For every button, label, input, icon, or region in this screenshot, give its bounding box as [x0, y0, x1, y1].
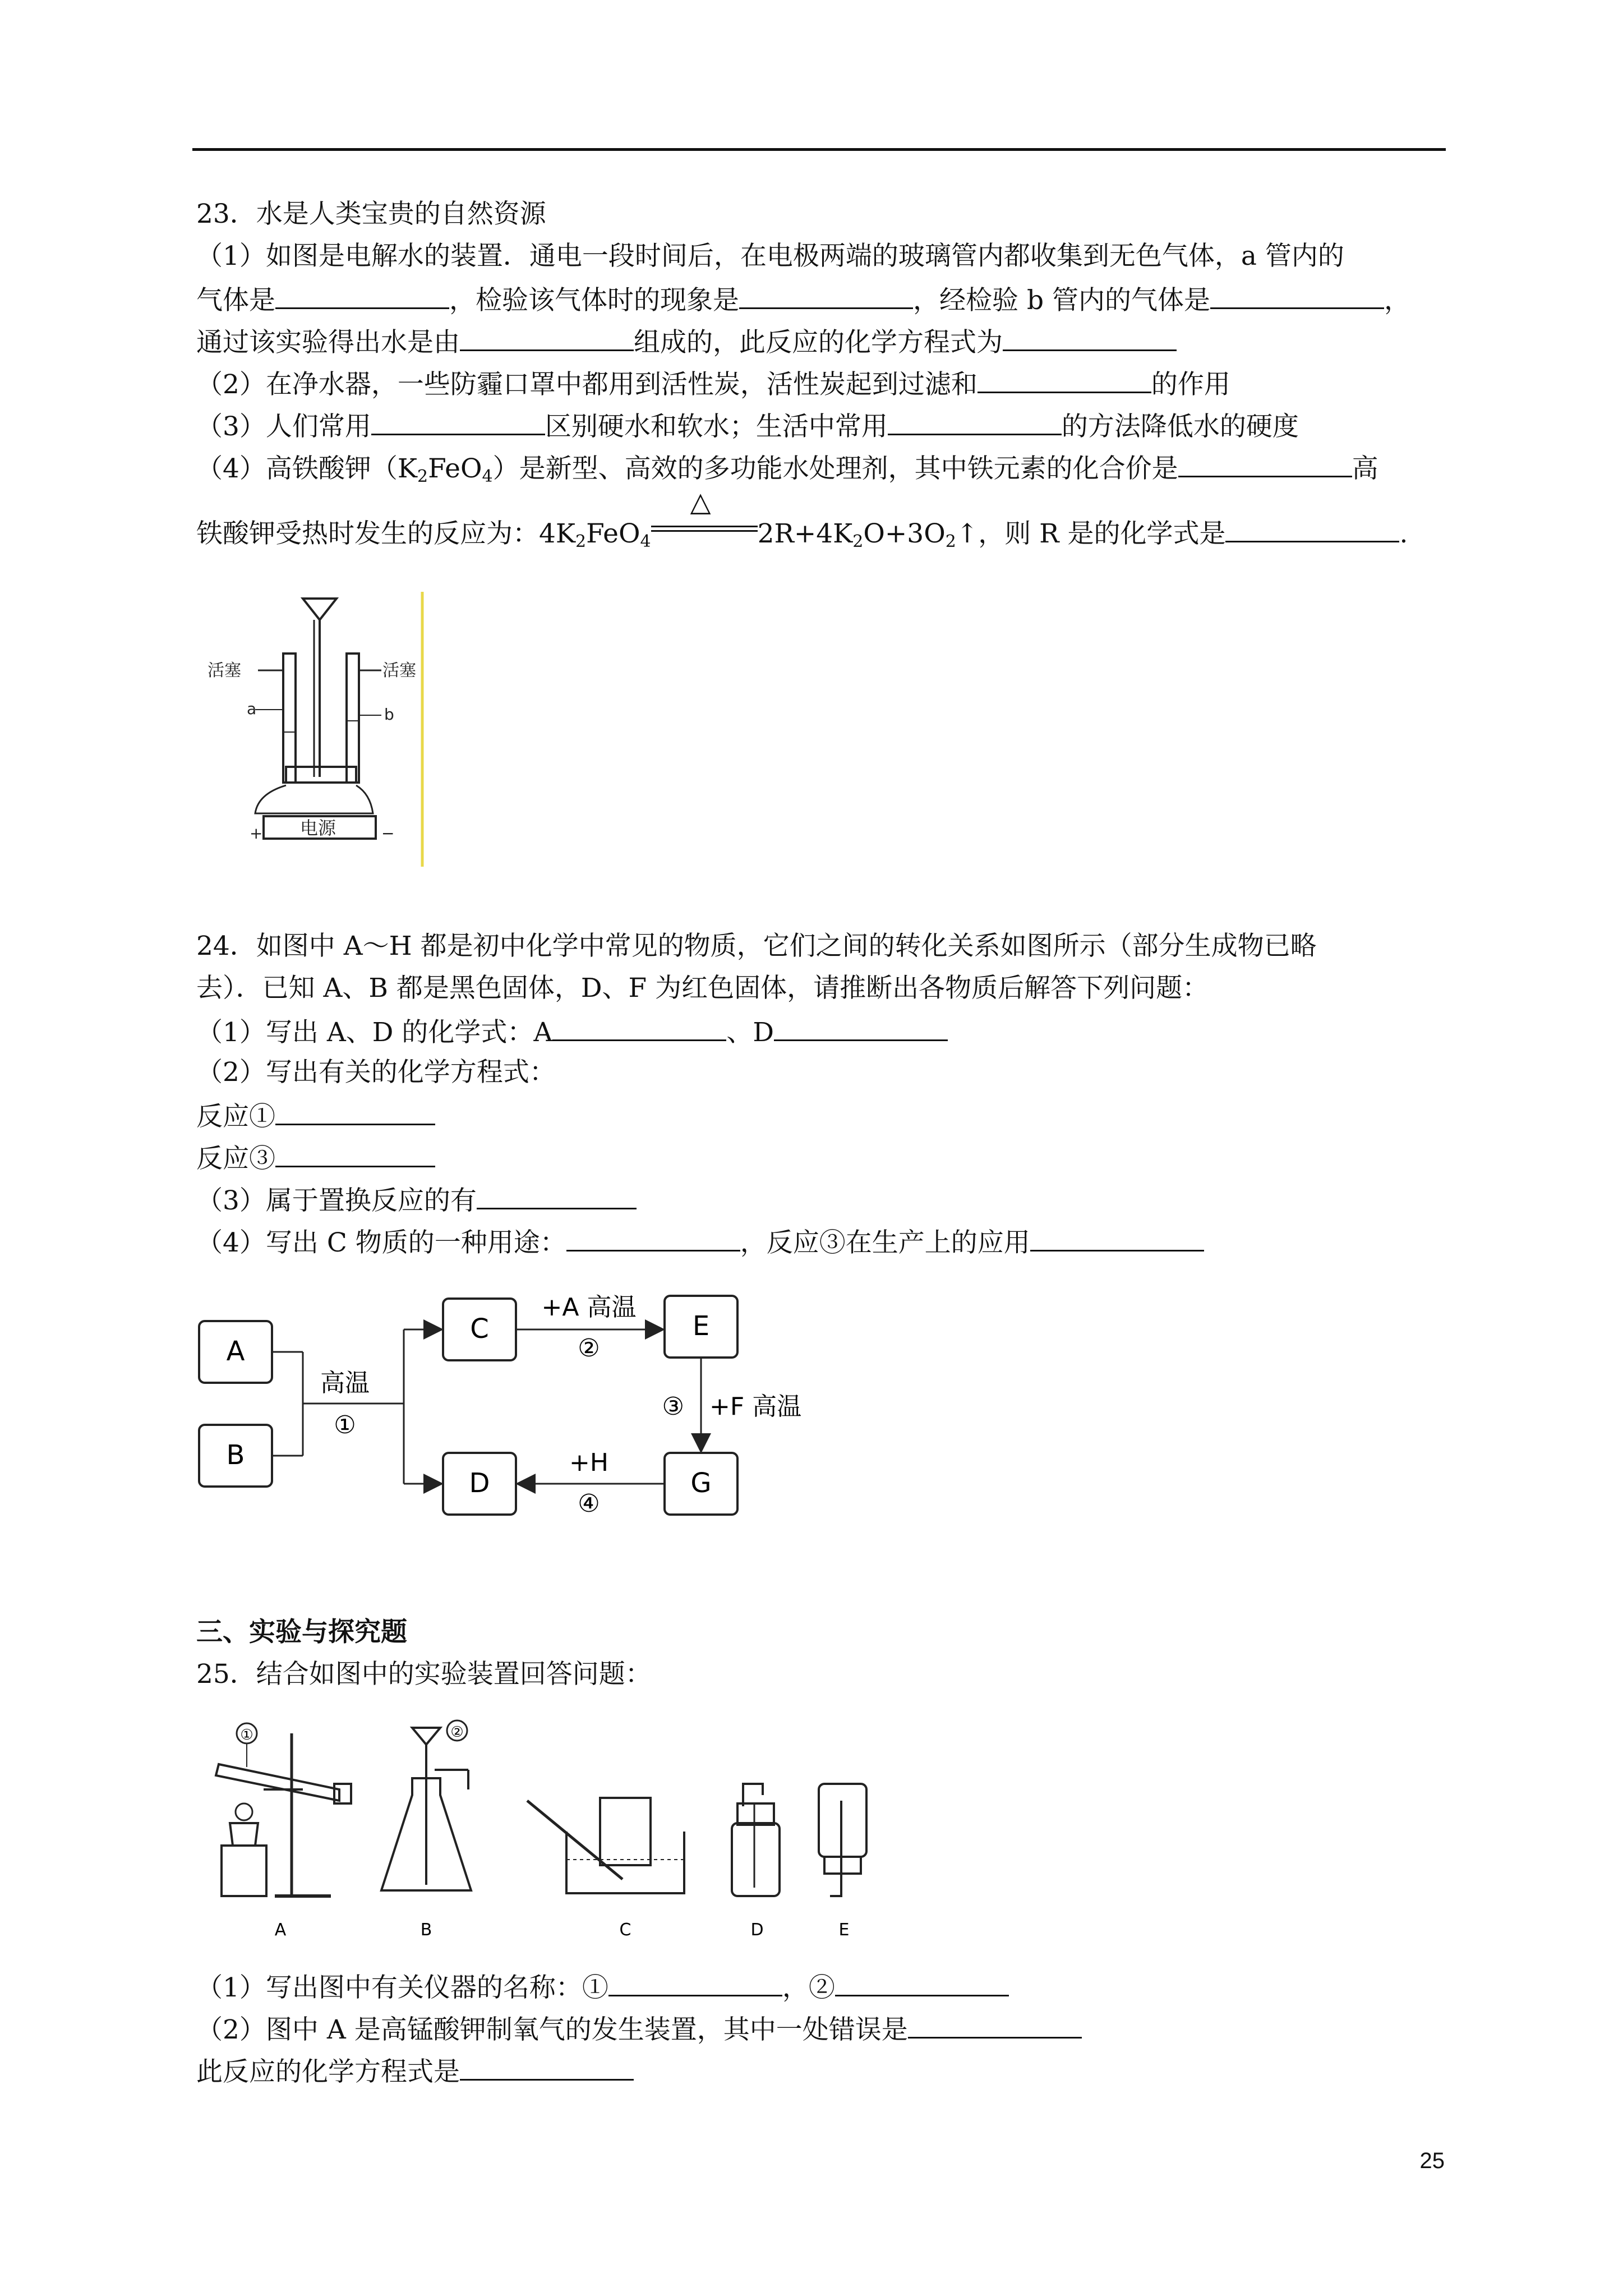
answer-blank[interactable] [1210, 282, 1384, 309]
apparatus-a [216, 1723, 351, 1940]
label-c: C [619, 1920, 631, 1940]
section-heading: 三、实验与探究题 [196, 1617, 407, 1648]
answer-blank[interactable] [460, 324, 634, 351]
answer-blank[interactable] [275, 282, 449, 309]
q23-part1-line2: 气体是 ，检验该气体时的现象是 ，经检验 b 管内的气体是 ， [196, 282, 1410, 318]
answer-blank[interactable] [1225, 515, 1399, 542]
q23-part1-line3: 通过该实验得出水是由 组成的，此反应的化学方程式为 [196, 324, 1177, 360]
answer-blank[interactable] [1003, 324, 1177, 351]
node-e-label: E [692, 1310, 710, 1342]
q24-stem-line1: 24．如图中 A～H 都是初中化学中常见的物质，它们之间的转化关系如图所示（部分生成物已略 [196, 931, 1317, 961]
marker-1: ① [240, 1727, 253, 1743]
label-d: D [750, 1920, 764, 1940]
apparatus-e [819, 1784, 866, 1940]
stopcock-label: 活塞 [208, 661, 241, 680]
q25-part2: （2）图中 A 是高锰酸钾制氧气的发生装置，其中一处错误是 [196, 2011, 1082, 2047]
node-a-label: A [226, 1336, 245, 1367]
electrolysis-apparatus-figure [202, 592, 437, 872]
answer-blank[interactable] [774, 1014, 948, 1041]
q23-part2: （2）在净水器，一些防霾口罩中都用到活性炭，活性炭起到过滤和 的作用 [196, 366, 1230, 402]
condition-high-temp: 高温 [320, 1369, 370, 1397]
answer-blank[interactable] [608, 1969, 782, 1996]
apparatus-d [732, 1784, 780, 1940]
q23-reaction-line: 铁酸钾受热时发生的反应为：$4K_2FeO_4$ △ $2R+4K_2O+3O_2↑$，则 R 是的化学式是 . [196, 486, 1408, 551]
q25-title: 25．结合如图中的实验装置回答问题： [196, 1659, 652, 1690]
negative-terminal-label: − [381, 824, 395, 843]
marker-2: ② [450, 1724, 464, 1741]
answer-blank[interactable] [1178, 450, 1352, 477]
q24-stem-line2: 去）．已知 A、B 都是黑色固体，D、F 为红色固体，请推断出各物质后解答下列问题： [196, 973, 1209, 1004]
q24-reaction3: 反应③ [196, 1140, 435, 1176]
reaction-number-2: ② [578, 1334, 600, 1363]
apparatus-c [527, 1798, 684, 1940]
answer-blank[interactable] [908, 2011, 1082, 2039]
reaction-flow-diagram [191, 1273, 819, 1531]
q23-part3: （3）人们常用 区别硬水和软水；生活中常用 的方法降低水的硬度 [196, 408, 1299, 444]
answer-blank[interactable] [371, 408, 545, 435]
q23-part4: （4）高铁酸钾$(K_2FeO_4)$是新型、高效的多功能水处理剂，其中铁元素的化合价是 高 [196, 450, 1378, 486]
q23-part1-line1: （1）如图是电解水的装置．通电一段时间后，在电极两端的玻璃管内都收集到无色气体，a 管内的 [196, 241, 1344, 272]
answer-blank[interactable] [275, 1140, 435, 1167]
node-b-label: B [226, 1439, 245, 1471]
heating-equals-sign [651, 486, 758, 542]
node-g-label: G [690, 1467, 712, 1499]
answer-blank[interactable] [978, 366, 1151, 393]
reaction-number-1: ① [334, 1411, 356, 1439]
answer-blank[interactable] [1030, 1224, 1204, 1251]
q25-part1: （1）写出图中有关仪器的名称：① ，② [196, 1969, 1009, 2005]
tube-b-label: b [384, 705, 394, 724]
node-c-label: C [470, 1313, 489, 1345]
answer-blank[interactable] [460, 2053, 634, 2081]
label-e: E [838, 1920, 850, 1940]
answer-blank[interactable] [477, 1182, 637, 1209]
q24-part4: （4）写出 C 物质的一种用途： ，反应③在生产上的应用 [196, 1224, 1204, 1260]
condition-plus-h: +H [569, 1448, 608, 1477]
q25-equation-line: 此反应的化学方程式是 [196, 2053, 634, 2089]
answer-blank[interactable] [835, 1969, 1009, 1996]
page-number: 25 [1419, 2148, 1445, 2173]
answer-blank[interactable] [739, 282, 913, 309]
stopcock-label: 活塞 [382, 661, 416, 680]
node-d-label: D [469, 1467, 490, 1499]
heat-triangle-icon: △ [690, 486, 711, 518]
label-a: A [274, 1920, 287, 1940]
tube-a-label: a [247, 700, 257, 718]
condition-plus-a-high-temp: +A 高温 [541, 1293, 637, 1322]
condition-plus-f-high-temp: +F 高温 [709, 1392, 802, 1421]
label-b: B [420, 1920, 432, 1940]
answer-blank[interactable] [566, 1224, 740, 1251]
q24-reaction1: 反应① [196, 1098, 435, 1134]
reaction-number-3: ③ [662, 1392, 684, 1421]
q24-part2: （2）写出有关的化学方程式： [196, 1057, 556, 1088]
lab-apparatus-figure [191, 1711, 976, 1947]
apparatus-b [381, 1720, 471, 1940]
power-supply-label: 电源 [300, 817, 336, 839]
q23-title: 23．水是人类宝贵的自然资源 [196, 199, 546, 229]
answer-blank[interactable] [552, 1014, 726, 1041]
positive-terminal-label: + [250, 824, 263, 843]
q24-part3: （3）属于置换反应的有 [196, 1182, 637, 1218]
answer-blank[interactable] [888, 408, 1062, 435]
header-rule [192, 148, 1446, 151]
reaction-number-4: ④ [578, 1489, 600, 1518]
answer-blank[interactable] [275, 1098, 435, 1125]
q24-part1: （1）写出 A、D 的化学式：A 、D [196, 1014, 948, 1050]
